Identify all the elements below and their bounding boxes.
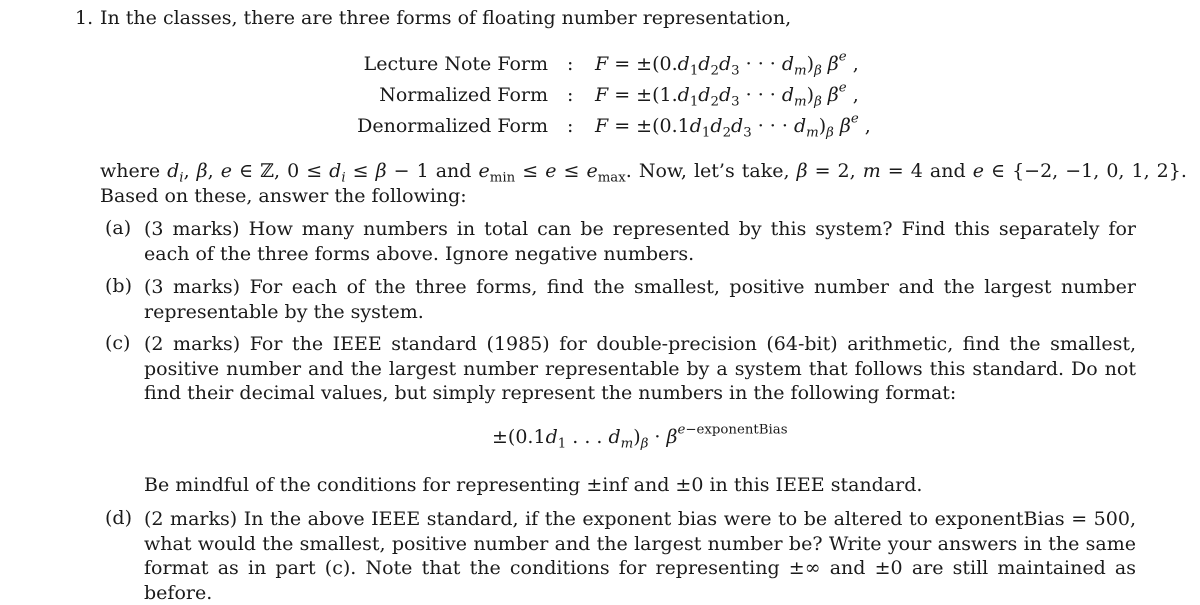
part-b-label: (b): [105, 275, 132, 297]
form-label-lecture: Lecture Note Form: [363, 53, 548, 75]
where-line: where $d_i$, β, e ∈ ℤ, $0 \le d_i \le \beta - 1$ and $e_{min} \le e \le e_{max}$. Now, let’s take, β = 2, m = 4 and e ∈ {−2, −1, 0, 1, 2}.: [100, 160, 1187, 186]
part-d-label: (d): [105, 507, 132, 529]
part-b-text: (3 marks) For each of the three forms, find the smallest, positive number and the largest number representable by the system.: [144, 276, 1136, 323]
form-expr-lecture: $F = \pm(0.d_1d_2d_3$ · · · $d_m)_\beta$ $\beta^e$ ,: [595, 49, 859, 79]
question-intro: In the classes, there are three forms of floating number representation,: [100, 7, 792, 29]
form-expr-denormalized: $F = \pm(0.1d_1d_2d_3$ · · · $d_m)_\beta$ $\beta^e$ ,: [595, 111, 871, 141]
part-a-label: (a): [105, 217, 132, 239]
ieee-format-formula: $\pm(0.1d_1$ . . . $d_m)_\beta \cdot \beta^{e-exponentBias}$: [492, 422, 788, 452]
form-expr-normalized: $F = \pm(1.d_1d_2d_3$ · · · $d_m)_\beta$ $\beta^e$ ,: [595, 80, 859, 110]
part-d-text: (2 marks) In the above IEEE standard, if the exponent bias were to be altered to exponentBias = 500, what would the smallest, positive number and the largest number be? Write your answers in the same format as in part (c). Note that the conditions for representing ±∞ and ±0 are still maintained as before.: [144, 508, 1137, 604]
part-c-note: Be mindful of the conditions for representing ±inf and ±0 in this IEEE standard.: [144, 474, 923, 496]
form-colon: :: [567, 84, 574, 106]
based-on-line: Based on these, answer the following:: [100, 185, 467, 207]
form-label-normalized: Normalized Form: [379, 84, 548, 106]
form-colon: :: [567, 115, 574, 137]
part-c-label: (c): [105, 332, 131, 354]
question-number: 1.: [75, 7, 94, 29]
form-colon: :: [567, 53, 574, 75]
part-a-text: (3 marks) How many numbers in total can be represented by this system? Find this separately for each of the three forms above. Ignore negative numbers.: [144, 218, 1136, 265]
form-label-denormalized: Denormalized Form: [357, 115, 548, 137]
part-c-text: (2 marks) For the IEEE standard (1985) for double-precision (64-bit) arithmetic, find the smallest, positive number and the largest number representable by a system that follows this standard. Do not find their decimal values, but simply represent the numbers in the following format:: [144, 333, 1136, 404]
